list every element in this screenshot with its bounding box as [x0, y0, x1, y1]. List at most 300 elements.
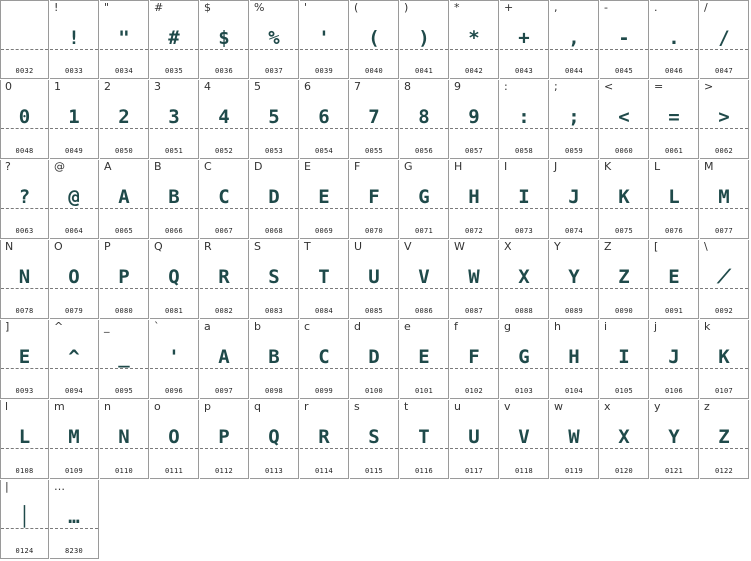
- glyph-character-label: l: [5, 400, 9, 413]
- glyph-character-label: $: [204, 1, 211, 14]
- glyph-character-label: :: [504, 80, 508, 93]
- glyph-code-label: 0089: [564, 307, 584, 315]
- glyph-sample: T: [418, 426, 430, 448]
- glyph-code-label: 8230: [64, 547, 84, 555]
- glyph-sample: C: [218, 186, 230, 208]
- baseline-guide: [200, 128, 248, 129]
- glyph-sample: L: [668, 186, 680, 208]
- glyph-cell: [150, 400, 199, 479]
- glyph-sample: J: [568, 186, 580, 208]
- glyph-sample: =: [668, 106, 680, 128]
- glyph-sample: O: [68, 266, 80, 288]
- glyph-cell: [100, 320, 149, 399]
- baseline-guide: [1, 368, 48, 369]
- glyph-sample: #: [168, 27, 180, 49]
- glyph-code-label: 0035: [164, 67, 184, 75]
- glyph-sample: G: [518, 346, 530, 368]
- glyph-sample: L: [18, 426, 31, 448]
- glyph-sample: D: [368, 346, 380, 368]
- glyph-cell: [0, 480, 49, 559]
- glyph-character-label: v: [504, 400, 511, 413]
- glyph-character-label: 5: [254, 80, 261, 93]
- glyph-sample: @: [68, 186, 80, 208]
- glyph-code-label: 0044: [564, 67, 584, 75]
- glyph-character-label: F: [354, 160, 361, 173]
- glyph-character-label: W: [454, 240, 465, 253]
- glyph-character-label: Q: [154, 240, 163, 253]
- glyph-character-label: %: [254, 1, 265, 14]
- glyph-character-label: E: [304, 160, 311, 173]
- baseline-guide: [600, 448, 648, 449]
- glyph-code-label: 0037: [264, 67, 284, 75]
- glyph-character-label: (: [354, 1, 359, 14]
- glyph-code-label: 0073: [514, 227, 534, 235]
- baseline-guide: [600, 128, 648, 129]
- glyph-code-label: 0061: [664, 147, 684, 155]
- glyph-cell: [250, 80, 299, 159]
- glyph-character-label: _: [104, 320, 110, 333]
- baseline-guide: [250, 288, 298, 289]
- glyph-code-label: 0065: [114, 227, 134, 235]
- glyph-code-label: 0033: [64, 67, 84, 75]
- glyph-cell: [700, 400, 749, 479]
- glyph-sample: R: [318, 426, 330, 448]
- glyph-code-label: 0086: [414, 307, 434, 315]
- glyph-code-label: 0080: [114, 307, 134, 315]
- glyph-cell: [50, 80, 99, 159]
- glyph-code-label: 0103: [514, 387, 534, 395]
- glyph-sample: I: [618, 346, 630, 368]
- baseline-guide: [650, 49, 698, 50]
- glyph-character-label: o: [154, 400, 161, 413]
- glyph-character-label: 3: [154, 80, 161, 93]
- glyph-sample: ;: [568, 106, 580, 128]
- glyph-character-label: D: [254, 160, 263, 173]
- baseline-guide: [300, 368, 348, 369]
- glyph-cell: [250, 400, 299, 479]
- glyph-character-label: z: [704, 400, 710, 413]
- baseline-guide: [450, 128, 498, 129]
- glyph-cell: [700, 320, 749, 399]
- glyph-code-label: 0062: [714, 147, 734, 155]
- baseline-guide: [100, 288, 148, 289]
- glyph-sample: S: [268, 266, 280, 288]
- glyph-sample: 0: [18, 106, 31, 128]
- glyph-cell: [400, 400, 449, 479]
- baseline-guide: [500, 448, 548, 449]
- glyph-code-label: 0085: [364, 307, 384, 315]
- glyph-cell: [100, 240, 149, 319]
- glyph-sample: ⟋: [717, 266, 731, 288]
- glyph-code-label: 0072: [464, 227, 484, 235]
- baseline-guide: [400, 49, 448, 50]
- glyph-character-label: w: [554, 400, 563, 413]
- glyph-sample: F: [368, 186, 380, 208]
- glyph-cell: [650, 400, 699, 479]
- baseline-guide: [550, 49, 598, 50]
- glyph-code-label: 0111: [164, 467, 184, 475]
- glyph-code-label: 0105: [614, 387, 634, 395]
- glyph-code-label: 0068: [264, 227, 284, 235]
- glyph-character-label: M: [704, 160, 714, 173]
- glyph-code-label: 0074: [564, 227, 584, 235]
- glyph-code-label: 0106: [664, 387, 684, 395]
- glyph-character-label: Z: [604, 240, 612, 253]
- glyph-character-label: i: [604, 320, 608, 333]
- glyph-code-label: 0092: [714, 307, 734, 315]
- glyph-sample: 8: [418, 106, 430, 128]
- baseline-guide: [250, 448, 298, 449]
- glyph-sample: H: [568, 346, 580, 368]
- baseline-guide: [50, 128, 98, 129]
- baseline-guide: [50, 528, 98, 529]
- glyph-code-label: 0060: [614, 147, 634, 155]
- glyph-character-label: ;: [554, 80, 558, 93]
- glyph-sample: (: [368, 27, 380, 49]
- baseline-guide: [300, 128, 348, 129]
- glyph-code-label: 0063: [15, 227, 34, 235]
- glyph-cell: [200, 80, 249, 159]
- glyph-sample: N: [118, 426, 130, 448]
- glyph-code-label: 0110: [114, 467, 134, 475]
- baseline-guide: [100, 128, 148, 129]
- baseline-guide: [200, 368, 248, 369]
- glyph-code-label: 0036: [214, 67, 234, 75]
- glyph-cell: [500, 240, 549, 319]
- baseline-guide: [700, 448, 748, 449]
- baseline-guide: [650, 128, 698, 129]
- baseline-guide: [200, 288, 248, 289]
- glyph-code-label: 0041: [414, 67, 434, 75]
- glyph-cell: [450, 160, 499, 239]
- glyph-cell: [500, 320, 549, 399]
- glyph-cell: [650, 0, 699, 79]
- baseline-guide: [500, 288, 548, 289]
- glyph-code-label: 0099: [314, 387, 334, 395]
- glyph-character-label: f: [454, 320, 458, 333]
- baseline-guide: [100, 49, 148, 50]
- glyph-character-label: .: [654, 1, 658, 14]
- glyph-cell: [500, 0, 549, 79]
- glyph-code-label: 0064: [64, 227, 84, 235]
- glyph-code-label: 0070: [364, 227, 384, 235]
- glyph-cell: [150, 80, 199, 159]
- glyph-sample: 6: [318, 106, 330, 128]
- baseline-guide: [450, 288, 498, 289]
- baseline-guide: [450, 208, 498, 209]
- glyph-character-label: V: [404, 240, 412, 253]
- glyph-cell: [350, 80, 399, 159]
- glyph-cell: [350, 240, 399, 319]
- glyph-code-label: 0109: [64, 467, 84, 475]
- glyph-code-label: 0114: [314, 467, 334, 475]
- baseline-guide: [400, 288, 448, 289]
- baseline-guide: [50, 208, 98, 209]
- glyph-sample: A: [118, 186, 130, 208]
- glyph-cell: [400, 80, 449, 159]
- baseline-guide: [50, 368, 98, 369]
- baseline-guide: [450, 49, 498, 50]
- glyph-character-label: |: [5, 480, 9, 493]
- glyph-code-label: 0097: [214, 387, 234, 395]
- glyph-cell: [700, 240, 749, 319]
- glyph-sample: 9: [468, 106, 480, 128]
- glyph-code-label: 0051: [164, 147, 184, 155]
- glyph-sample: D: [268, 186, 280, 208]
- glyph-code-label: 0047: [714, 67, 734, 75]
- glyph-sample: S: [368, 426, 380, 448]
- glyph-cell: [550, 400, 599, 479]
- baseline-guide: [700, 49, 748, 50]
- glyph-sample: F: [468, 346, 480, 368]
- glyph-sample: M: [718, 186, 730, 208]
- glyph-code-label: 0066: [164, 227, 184, 235]
- glyph-code-label: 0108: [15, 467, 34, 475]
- baseline-guide: [100, 208, 148, 209]
- glyph-code-label: 0122: [714, 467, 734, 475]
- glyph-cell: [450, 320, 499, 399]
- glyph-cell: [550, 160, 599, 239]
- baseline-guide: [1, 448, 48, 449]
- glyph-code-label: 0053: [264, 147, 284, 155]
- glyph-cell: [700, 160, 749, 239]
- glyph-sample: E: [418, 346, 430, 368]
- glyph-character-label: ": [104, 1, 110, 14]
- glyph-sample: I: [518, 186, 530, 208]
- glyph-character-label: t: [404, 400, 409, 413]
- glyph-sample: _: [118, 346, 130, 368]
- glyph-sample: E: [318, 186, 330, 208]
- glyph-sample: ^: [68, 346, 80, 368]
- glyph-character-label: Y: [554, 240, 561, 253]
- glyph-sample: ": [118, 27, 130, 49]
- glyph-sample: V: [418, 266, 430, 288]
- baseline-guide: [150, 368, 198, 369]
- glyph-cell: [500, 160, 549, 239]
- baseline-guide: [600, 368, 648, 369]
- baseline-guide: [250, 208, 298, 209]
- baseline-guide: [600, 49, 648, 50]
- baseline-guide: [1, 128, 48, 129]
- glyph-code-label: 0102: [464, 387, 484, 395]
- glyph-sample: │: [18, 506, 31, 528]
- glyph-cell: [650, 160, 699, 239]
- glyph-sample: .: [668, 27, 680, 49]
- glyph-character-label: 8: [404, 80, 411, 93]
- glyph-sample: Z: [618, 266, 630, 288]
- baseline-guide: [700, 288, 748, 289]
- glyph-character-label: @: [54, 160, 65, 173]
- baseline-guide: [600, 288, 648, 289]
- glyph-sample: >: [718, 106, 730, 128]
- glyph-code-label: 0101: [414, 387, 434, 395]
- glyph-character-label: b: [254, 320, 261, 333]
- glyph-cell: [150, 320, 199, 399]
- glyph-cell: [300, 0, 349, 79]
- baseline-guide: [150, 448, 198, 449]
- glyph-character-label: <: [604, 80, 614, 93]
- glyph-code-label: 0081: [164, 307, 184, 315]
- glyph-code-label: 0042: [464, 67, 484, 75]
- baseline-guide: [200, 208, 248, 209]
- glyph-character-label: 2: [104, 80, 111, 93]
- glyph-cell: [200, 320, 249, 399]
- glyph-cell: [250, 0, 299, 79]
- glyph-code-label: 0117: [464, 467, 484, 475]
- glyph-sample: R: [218, 266, 230, 288]
- glyph-sample: N: [18, 266, 31, 288]
- glyph-sample: [1, 27, 48, 49]
- glyph-sample: J: [668, 346, 680, 368]
- glyph-code-label: 0045: [614, 67, 634, 75]
- glyph-code-label: 0057: [464, 147, 484, 155]
- baseline-guide: [550, 128, 598, 129]
- glyph-sample: E: [18, 346, 31, 368]
- glyph-code-label: 0115: [364, 467, 384, 475]
- glyph-cell: [300, 240, 349, 319]
- glyph-character-label: C: [204, 160, 212, 173]
- glyph-character-label: ]: [5, 320, 10, 333]
- baseline-guide: [150, 49, 198, 50]
- baseline-guide: [450, 368, 498, 369]
- glyph-code-label: 0124: [15, 547, 34, 555]
- glyph-character-label: /: [704, 1, 708, 14]
- baseline-guide: [1, 208, 48, 209]
- glyph-character-label: 7: [354, 80, 361, 93]
- baseline-guide: [350, 288, 398, 289]
- glyph-cell: [400, 0, 449, 79]
- baseline-guide: [650, 288, 698, 289]
- baseline-guide: [650, 208, 698, 209]
- glyph-character-label: 4: [204, 80, 211, 93]
- glyph-sample: K: [718, 346, 730, 368]
- glyph-sample: 2: [118, 106, 130, 128]
- glyph-character-label: h: [554, 320, 561, 333]
- glyph-cell: [500, 400, 549, 479]
- baseline-guide: [1, 528, 48, 529]
- glyph-cell: [50, 240, 99, 319]
- glyph-character-label: p: [204, 400, 211, 413]
- glyph-code-label: 0056: [414, 147, 434, 155]
- glyph-character-label: +: [504, 1, 514, 14]
- glyph-code-label: 0088: [514, 307, 534, 315]
- glyph-sample: P: [218, 426, 230, 448]
- glyph-sample: C: [318, 346, 330, 368]
- glyph-cell: [200, 160, 249, 239]
- glyph-cell: [200, 400, 249, 479]
- baseline-guide: [500, 128, 548, 129]
- glyph-character-label: ^: [54, 320, 64, 333]
- glyph-cell: [250, 160, 299, 239]
- glyph-cell: [50, 400, 99, 479]
- baseline-guide: [400, 208, 448, 209]
- baseline-guide: [1, 288, 48, 289]
- baseline-guide: [150, 128, 198, 129]
- glyph-code-label: 0043: [514, 67, 534, 75]
- glyph-code-label: 0054: [314, 147, 334, 155]
- glyph-cell: [550, 240, 599, 319]
- glyph-sample: ): [418, 27, 430, 49]
- glyph-cell: [100, 160, 149, 239]
- glyph-cell: [700, 80, 749, 159]
- glyph-character-label: ?: [5, 160, 11, 173]
- glyph-sample: B: [268, 346, 280, 368]
- baseline-guide: [400, 128, 448, 129]
- glyph-cell: [100, 80, 149, 159]
- glyph-sample: A: [218, 346, 230, 368]
- glyph-sample: <: [618, 106, 630, 128]
- glyph-cell: [550, 80, 599, 159]
- glyph-sample: O: [168, 426, 180, 448]
- glyph-sample: P: [118, 266, 130, 288]
- glyph-cell: [300, 160, 349, 239]
- glyph-code-label: 0040: [364, 67, 384, 75]
- glyph-cell: [600, 320, 649, 399]
- glyph-code-label: 0090: [614, 307, 634, 315]
- glyph-sample: W: [468, 266, 480, 288]
- glyph-character-label: 1: [54, 80, 61, 93]
- glyph-sample: $: [218, 27, 230, 49]
- baseline-guide: [300, 288, 348, 289]
- glyph-cell: [100, 0, 149, 79]
- glyph-cell: [450, 240, 499, 319]
- glyph-character-label: I: [504, 160, 508, 173]
- glyph-sample: -: [618, 27, 630, 49]
- glyph-code-label: 0120: [614, 467, 634, 475]
- glyph-cell: [0, 160, 49, 239]
- glyph-cell: [600, 160, 649, 239]
- glyph-cell: [600, 0, 649, 79]
- glyph-cell: [650, 80, 699, 159]
- glyph-cell: [150, 0, 199, 79]
- glyph-character-label: \: [704, 240, 708, 253]
- glyph-cell: [600, 240, 649, 319]
- baseline-guide: [400, 448, 448, 449]
- glyph-cell: [300, 400, 349, 479]
- baseline-guide: [700, 208, 748, 209]
- glyph-character-label: T: [304, 240, 311, 253]
- glyph-sample: G: [418, 186, 430, 208]
- glyph-character-label: *: [454, 1, 460, 14]
- glyph-cell: [700, 0, 749, 79]
- glyph-cell: [50, 160, 99, 239]
- baseline-guide: [150, 288, 198, 289]
- baseline-guide: [350, 128, 398, 129]
- glyph-cell: [200, 0, 249, 79]
- glyph-code-label: 0046: [664, 67, 684, 75]
- glyph-sample: /: [718, 27, 730, 49]
- baseline-guide: [350, 448, 398, 449]
- glyph-cell: [350, 400, 399, 479]
- glyph-sample: B: [168, 186, 180, 208]
- glyph-cell: [650, 240, 699, 319]
- glyph-character-label: #: [154, 1, 164, 14]
- glyph-cell: [600, 80, 649, 159]
- glyph-sample: ': [168, 346, 180, 368]
- glyph-code-label: 0119: [564, 467, 584, 475]
- glyph-code-label: 0052: [214, 147, 234, 155]
- glyph-cell: [150, 240, 199, 319]
- glyph-cell: [50, 0, 99, 79]
- glyph-code-label: 0048: [15, 147, 34, 155]
- glyph-cell: [0, 80, 49, 159]
- glyph-code-label: 0032: [15, 67, 34, 75]
- glyph-code-label: 0087: [464, 307, 484, 315]
- glyph-cell: [350, 160, 399, 239]
- glyph-character-label: >: [704, 80, 714, 93]
- glyph-code-label: 0084: [314, 307, 334, 315]
- baseline-guide: [650, 368, 698, 369]
